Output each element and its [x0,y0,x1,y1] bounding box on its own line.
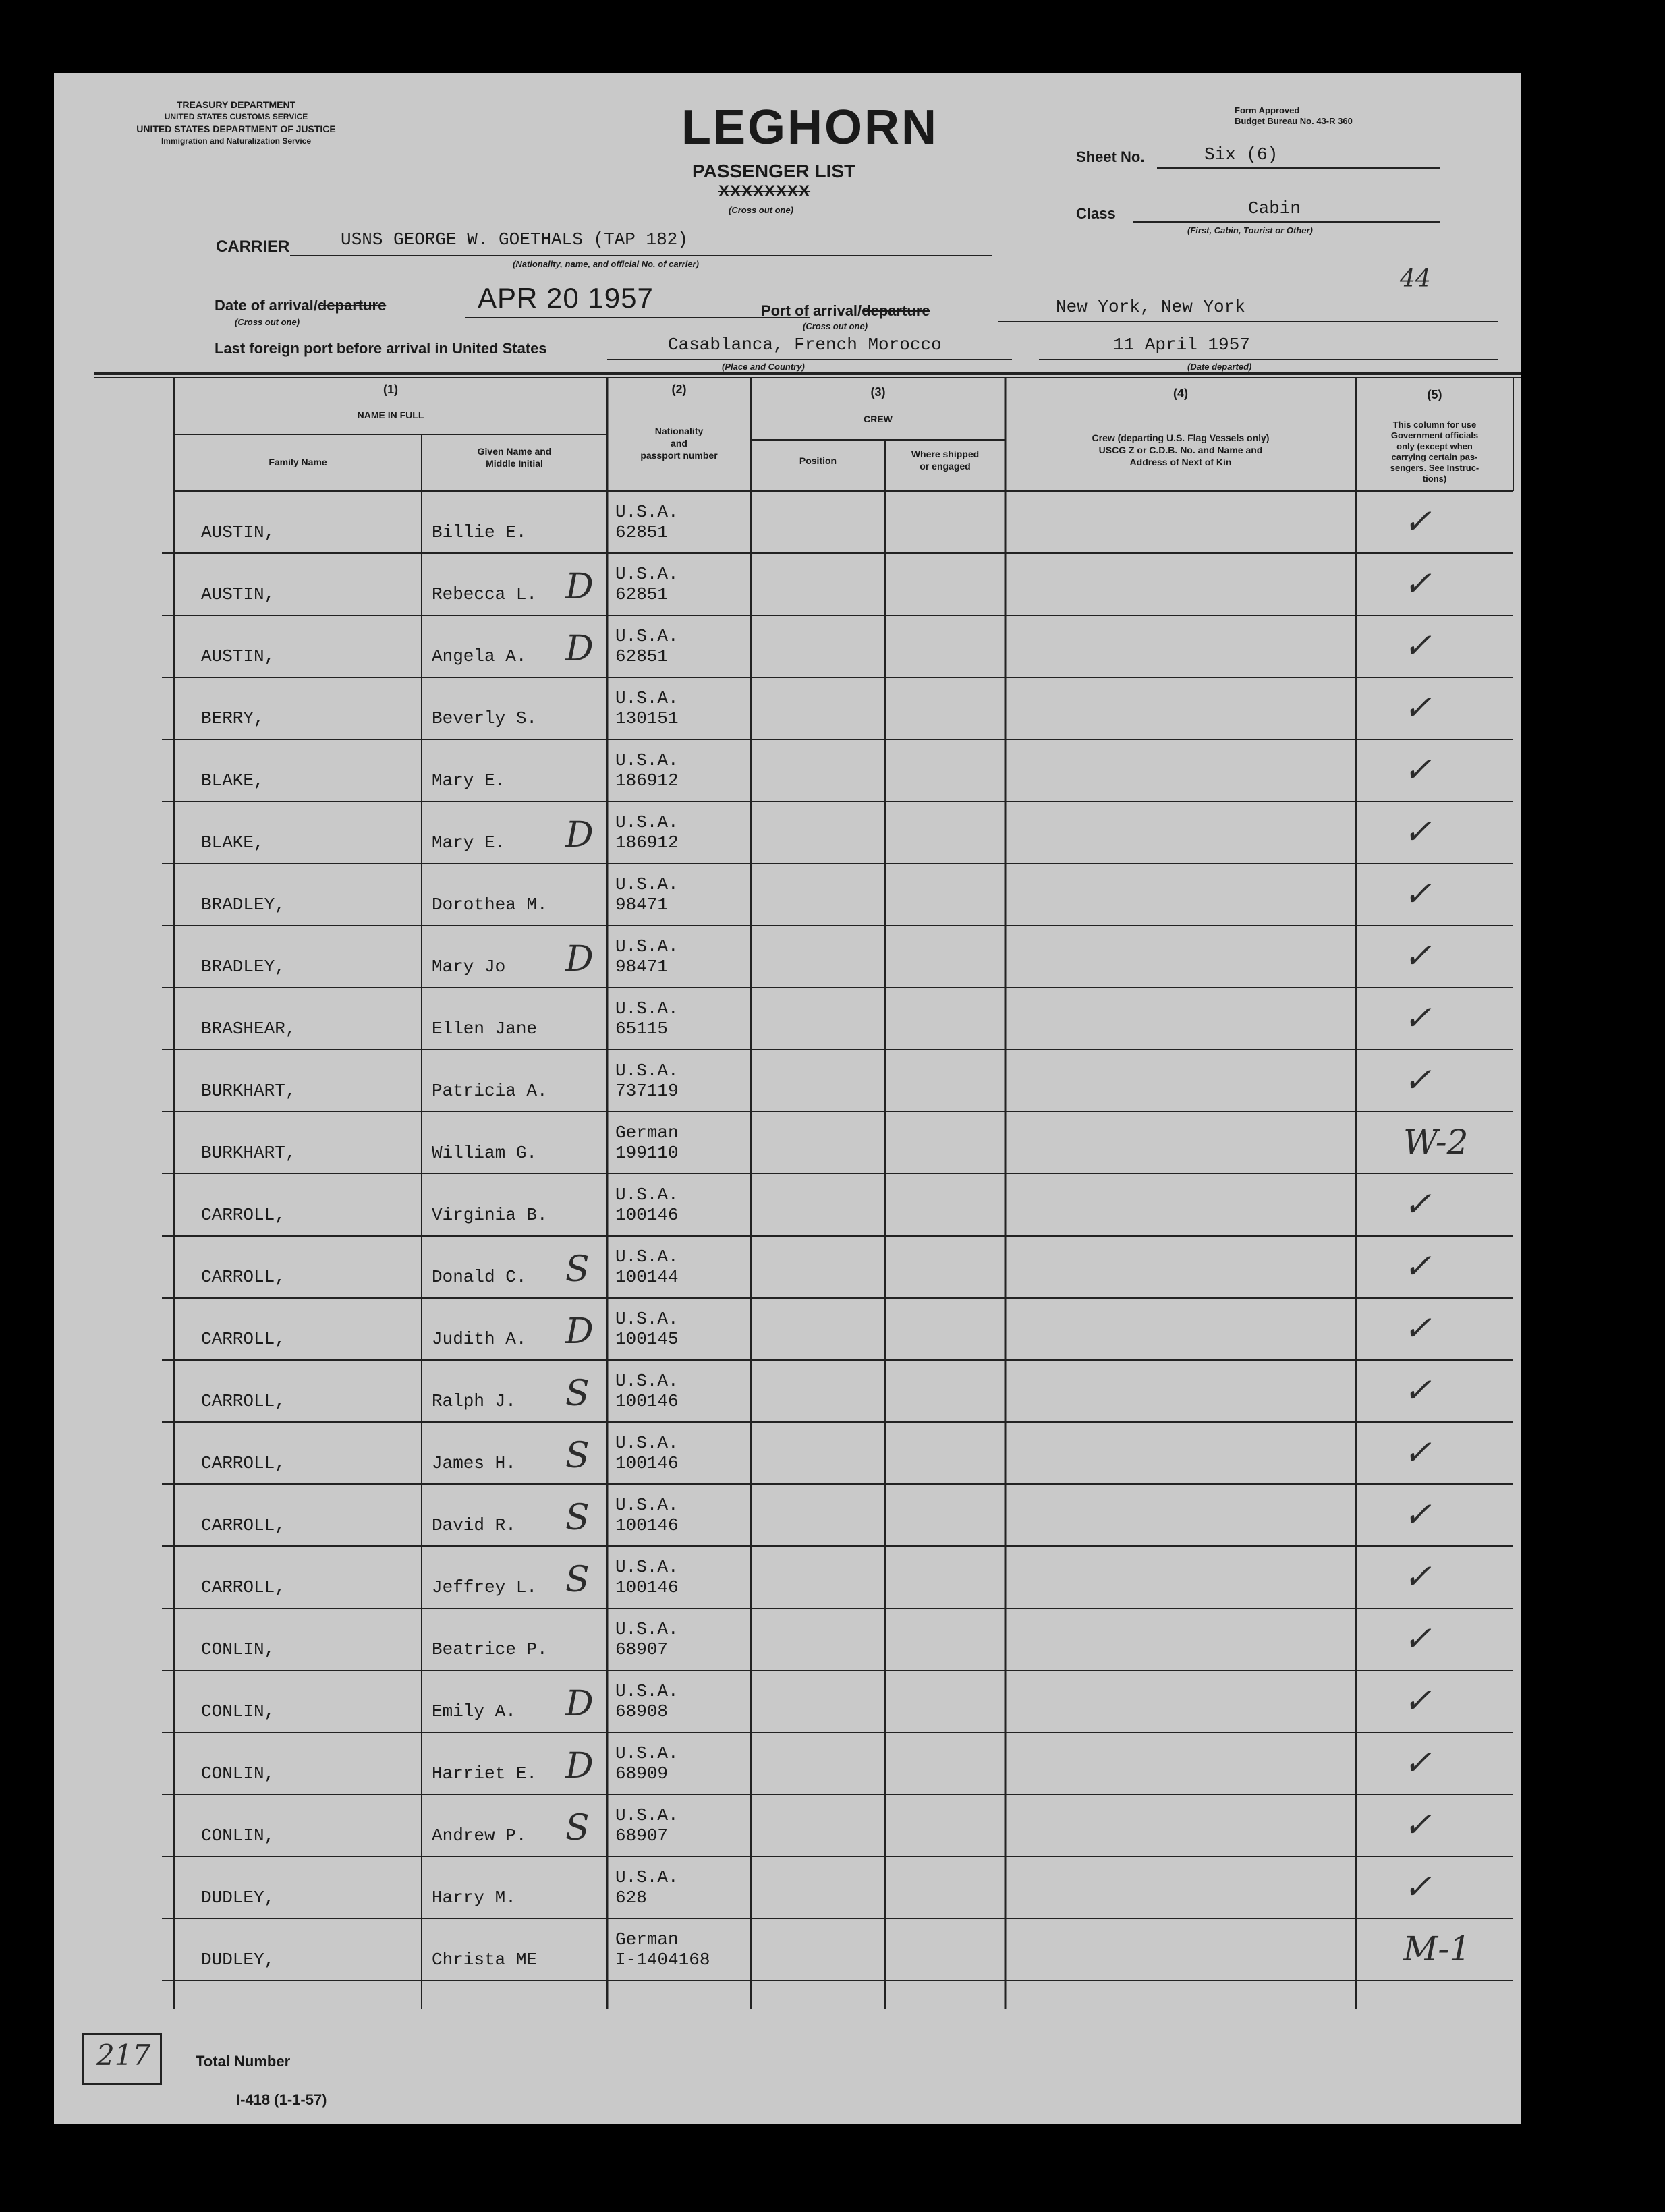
crew-kin-header [1005,432,1356,468]
nationality: U.S.A. [615,1185,679,1205]
nationality: German [615,1929,679,1950]
family-name: AUSTIN, [201,584,275,604]
official-check-mark: ✓ [1403,936,1432,975]
given-name: Jeffrey L. [432,1577,538,1597]
given-name: Angela A. [432,646,527,667]
family-name: AUSTIN, [201,646,275,667]
nationality: U.S.A. [615,502,679,522]
given-name: Rebecca L. [432,584,538,604]
official-check-mark: ✓ [1403,1433,1432,1472]
family-marker: D [565,1311,594,1352]
given-name: Mary E. [432,832,506,853]
official-check-mark: ✓ [1403,750,1432,789]
family-name: BLAKE, [201,770,264,791]
form-number: I-418 (1-1-57) [236,2091,327,2108]
given-name: Billie E. [432,522,527,542]
family-marker: S [565,1560,590,1600]
family-marker: S [565,1498,590,1538]
family-name: CONLIN, [201,1701,275,1722]
col1-title: NAME IN FULL [357,409,424,420]
family-name: CONLIN, [201,1825,275,1846]
nationality: U.S.A. [615,1867,679,1888]
family-name: BURKHART, [201,1143,296,1163]
table-row [54,1236,1521,1298]
given-name: Andrew P. [432,1825,527,1846]
nationality: U.S.A. [615,998,679,1019]
passport-number: 68907 [615,1825,669,1846]
table-row [54,1050,1521,1112]
document-sheet [54,73,1521,2124]
port-value: New York, New York [1056,297,1245,317]
given-name: Judith A. [432,1329,527,1349]
agency-line: UNITED STATES CUSTOMS SERVICE [164,112,308,121]
nationality: U.S.A. [615,874,679,895]
official-check-mark: ✓ [1403,1309,1432,1348]
nationality: German [615,1123,679,1143]
arrival-label-text: Date of arrival/ [215,297,318,314]
col5-number: (5) [1427,388,1442,401]
given-name: Ellen Jane [432,1019,538,1039]
given-name: Dorothea M. [432,895,548,915]
official-use-line: sengers. See Instruc- [1390,463,1479,473]
passport-number: 186912 [615,770,679,791]
arrival-date-stamp: APR 20 1957 [478,282,654,314]
official-use-header [1356,420,1513,484]
family-name: CONLIN, [201,1763,275,1784]
family-name: CARROLL, [201,1329,285,1349]
col4-number: (4) [1173,387,1188,400]
last-port-note: (Place and Country) [722,362,805,372]
where-shipped-header [885,448,1005,472]
budget-bureau-text: Budget Bureau No. 43-R 360 [1235,116,1353,126]
family-marker: D [565,629,594,669]
nationality: U.S.A. [615,1681,679,1701]
nationality: U.S.A. [615,1495,679,1515]
passport-number: 100146 [615,1577,679,1597]
arrival-label-crossed: departure [317,297,387,314]
family-name: CARROLL, [201,1515,285,1535]
table-row [54,1919,1521,1981]
sheet-label: Sheet No. [1076,148,1145,165]
sheet-value: Six (6) [1204,144,1278,165]
table-row [54,988,1521,1050]
official-check-mark: ✓ [1403,1619,1432,1658]
passport-number: 199110 [615,1143,679,1163]
official-check-mark: ✓ [1403,1681,1432,1720]
passport-number: 68908 [615,1701,669,1722]
arrival-note: (Cross out one) [235,317,300,327]
given-name-header-line: Middle Initial [486,458,543,469]
official-check-mark: ✓ [1403,998,1432,1038]
class-value: Cabin [1248,198,1301,219]
table-row [54,739,1521,801]
family-name: DUDLEY, [201,1950,275,1970]
where-shipped-line: or engaged [920,461,971,472]
cross-out-note: (Cross out one) [729,205,794,215]
table-row [54,1608,1521,1670]
official-check-mark: ✓ [1403,1060,1432,1100]
passport-number: 628 [615,1888,647,1908]
carrier-note: (Nationality, name, and official No. of carrier) [513,259,699,269]
total-value: 217 [96,2039,151,2072]
table-row [54,553,1521,615]
official-check-mark: ✓ [1403,1185,1432,1224]
nationality: U.S.A. [615,564,679,584]
agency-line: TREASURY DEPARTMENT [176,99,296,110]
nationality-header-line: and [671,438,687,449]
given-name: Beatrice P. [432,1639,548,1660]
official-check-mark: ✓ [1403,1371,1432,1410]
official-check-mark: M-1 [1403,1929,1471,1968]
agency-line: UNITED STATES DEPARTMENT OF JUSTICE [136,123,336,134]
nationality-header [607,425,751,461]
family-marker: S [565,1249,590,1290]
passport-number: 186912 [615,832,679,853]
passport-number: 65115 [615,1019,669,1039]
nationality-header-line: passport number [640,450,718,461]
port-label-text: Port of arrival/ [761,302,862,319]
family-name-header: Family Name [269,457,327,467]
nationality: U.S.A. [615,750,679,770]
passport-number: 98471 [615,957,669,977]
official-check-mark: ✓ [1403,1867,1432,1906]
given-name: James H. [432,1453,516,1473]
table-row [54,1174,1521,1236]
official-check-mark: ✓ [1403,1557,1432,1596]
table-row [54,863,1521,926]
nationality: U.S.A. [615,1247,679,1267]
passport-number: 100145 [615,1329,679,1349]
given-name: Harry M. [432,1888,516,1908]
family-name: BRASHEAR, [201,1019,296,1039]
col3-number: (3) [870,385,886,399]
table-row [54,677,1521,739]
passport-number: 100146 [615,1205,679,1225]
crew-kin-line: USCG Z or C.D.B. No. and Name and [1098,445,1263,455]
family-marker: D [565,567,594,607]
port-note: (Cross out one) [803,321,868,331]
family-marker: D [565,939,594,980]
col2-number: (2) [671,382,687,396]
nationality: U.S.A. [615,812,679,832]
given-name: Ralph J. [432,1391,516,1411]
table-row [54,1856,1521,1919]
given-name-header [422,445,607,470]
table-row [54,926,1521,988]
crew-kin-line: Crew (departing U.S. Flag Vessels only) [1092,432,1270,443]
family-name: BERRY, [201,708,264,729]
nationality-header-line: Nationality [654,426,704,436]
port-stamp: LEGHORN [681,101,938,154]
passport-number: 100146 [615,1515,679,1535]
position-header: Position [799,455,837,466]
family-name: CARROLL, [201,1267,285,1287]
where-shipped-line: Where shipped [911,449,980,459]
nationality: U.S.A. [615,688,679,708]
official-use-line: only (except when [1396,441,1473,451]
carrier-label: CARRIER [216,237,290,256]
passport-number: 62851 [615,646,669,667]
passport-number: 68909 [615,1763,669,1784]
given-name: Virginia B. [432,1205,548,1225]
official-check-mark: ✓ [1403,1495,1432,1534]
official-check-mark: ✓ [1403,688,1432,727]
date-departed-value: 11 April 1957 [1113,335,1250,355]
passport-number: 98471 [615,895,669,915]
family-name: CONLIN, [201,1639,275,1660]
agency-line: Immigration and Naturalization Service [161,136,312,146]
list-title-crossed: XXXXXXXX [718,182,811,200]
family-name: AUSTIN, [201,522,275,542]
official-use-line: This column for use [1392,420,1477,430]
last-port-value: Casablanca, French Morocco [668,335,942,355]
list-title: PASSENGER LIST [692,161,856,181]
passport-number: 130151 [615,708,679,729]
total-box [82,2033,162,2085]
crew-header: CREW [864,414,893,424]
official-check-mark: ✓ [1403,1743,1432,1782]
total-label: Total Number [196,2053,291,2070]
passport-number: 100144 [615,1267,679,1287]
table-row [54,1484,1521,1546]
date-departed-note: (Date departed) [1187,362,1252,372]
nationality: U.S.A. [615,1371,679,1391]
given-name: William G. [432,1143,538,1163]
official-check-mark: ✓ [1403,564,1432,603]
nationality: U.S.A. [615,1557,679,1577]
family-marker: D [565,815,594,855]
passport-number: 62851 [615,522,669,542]
family-marker: D [565,1746,594,1786]
nationality: U.S.A. [615,1433,679,1453]
official-use-line: tions) [1422,474,1447,484]
official-check-mark: ✓ [1403,502,1432,541]
official-check-mark: ✓ [1403,874,1432,913]
form-approved-text: Form Approved [1235,105,1300,115]
given-name: Donald C. [432,1267,527,1287]
family-name: CARROLL, [201,1391,285,1411]
table-row [54,1732,1521,1794]
given-name: David R. [432,1515,516,1535]
family-name: CARROLL, [201,1453,285,1473]
nationality: U.S.A. [615,1805,679,1825]
family-name: CARROLL, [201,1577,285,1597]
class-label: Class [1076,205,1116,222]
official-use-line: Government officials [1390,430,1479,441]
carrier-value: USNS GEORGE W. GOETHALS (TAP 182) [341,229,688,250]
family-name: BLAKE, [201,832,264,853]
handwritten-page-number: 44 [1400,265,1431,293]
family-name: BURKHART, [201,1081,296,1101]
given-name: Patricia A. [432,1081,548,1101]
family-name: BRADLEY, [201,957,285,977]
table-row [54,1670,1521,1732]
table-row [54,1794,1521,1856]
passport-number: 737119 [615,1081,679,1101]
given-name: Beverly S. [432,708,538,729]
passport-number: I-1404168 [615,1950,710,1970]
given-name: Mary E. [432,770,506,791]
passport-number: 100146 [615,1453,679,1473]
official-check-mark: ✓ [1403,1247,1432,1286]
passport-number: 62851 [615,584,669,604]
given-name: Emily A. [432,1701,516,1722]
table-row [54,1298,1521,1360]
family-marker: S [565,1436,590,1476]
class-note: (First, Cabin, Tourist or Other) [1187,225,1313,235]
family-marker: S [565,1373,590,1414]
nationality: U.S.A. [615,1619,679,1639]
family-marker: D [565,1684,594,1724]
nationality: U.S.A. [615,1309,679,1329]
table-row [54,1546,1521,1608]
family-marker: S [565,1808,590,1848]
family-name: CARROLL, [201,1205,285,1225]
official-check-mark: ✓ [1403,812,1432,851]
table-row [54,1422,1521,1484]
given-name: Mary Jo [432,957,506,977]
table-row [54,1112,1521,1174]
nationality: U.S.A. [615,936,679,957]
nationality: U.S.A. [615,1743,679,1763]
table-row [54,801,1521,863]
given-name: Harriet E. [432,1763,538,1784]
table-row [54,615,1521,677]
family-name: DUDLEY, [201,1888,275,1908]
nationality: U.S.A. [615,626,679,646]
given-name-header-line: Given Name and [477,446,552,457]
last-port-label: Last foreign port before arrival in United States [215,340,547,357]
passport-number: 100146 [615,1391,679,1411]
table-row [54,1360,1521,1422]
official-use-line: carrying certain pas- [1391,452,1478,462]
family-name: BRADLEY, [201,895,285,915]
nationality: U.S.A. [615,1060,679,1081]
official-check-mark: ✓ [1403,1805,1432,1844]
official-check-mark: ✓ [1403,626,1432,665]
passport-number: 68907 [615,1639,669,1660]
crew-kin-line: Address of Next of Kin [1129,457,1232,467]
official-check-mark: W-2 [1403,1123,1469,1162]
table-row [54,491,1521,553]
col1-number: (1) [383,382,398,396]
port-label-crossed: departure [862,302,930,319]
given-name: Christa ME [432,1950,538,1970]
